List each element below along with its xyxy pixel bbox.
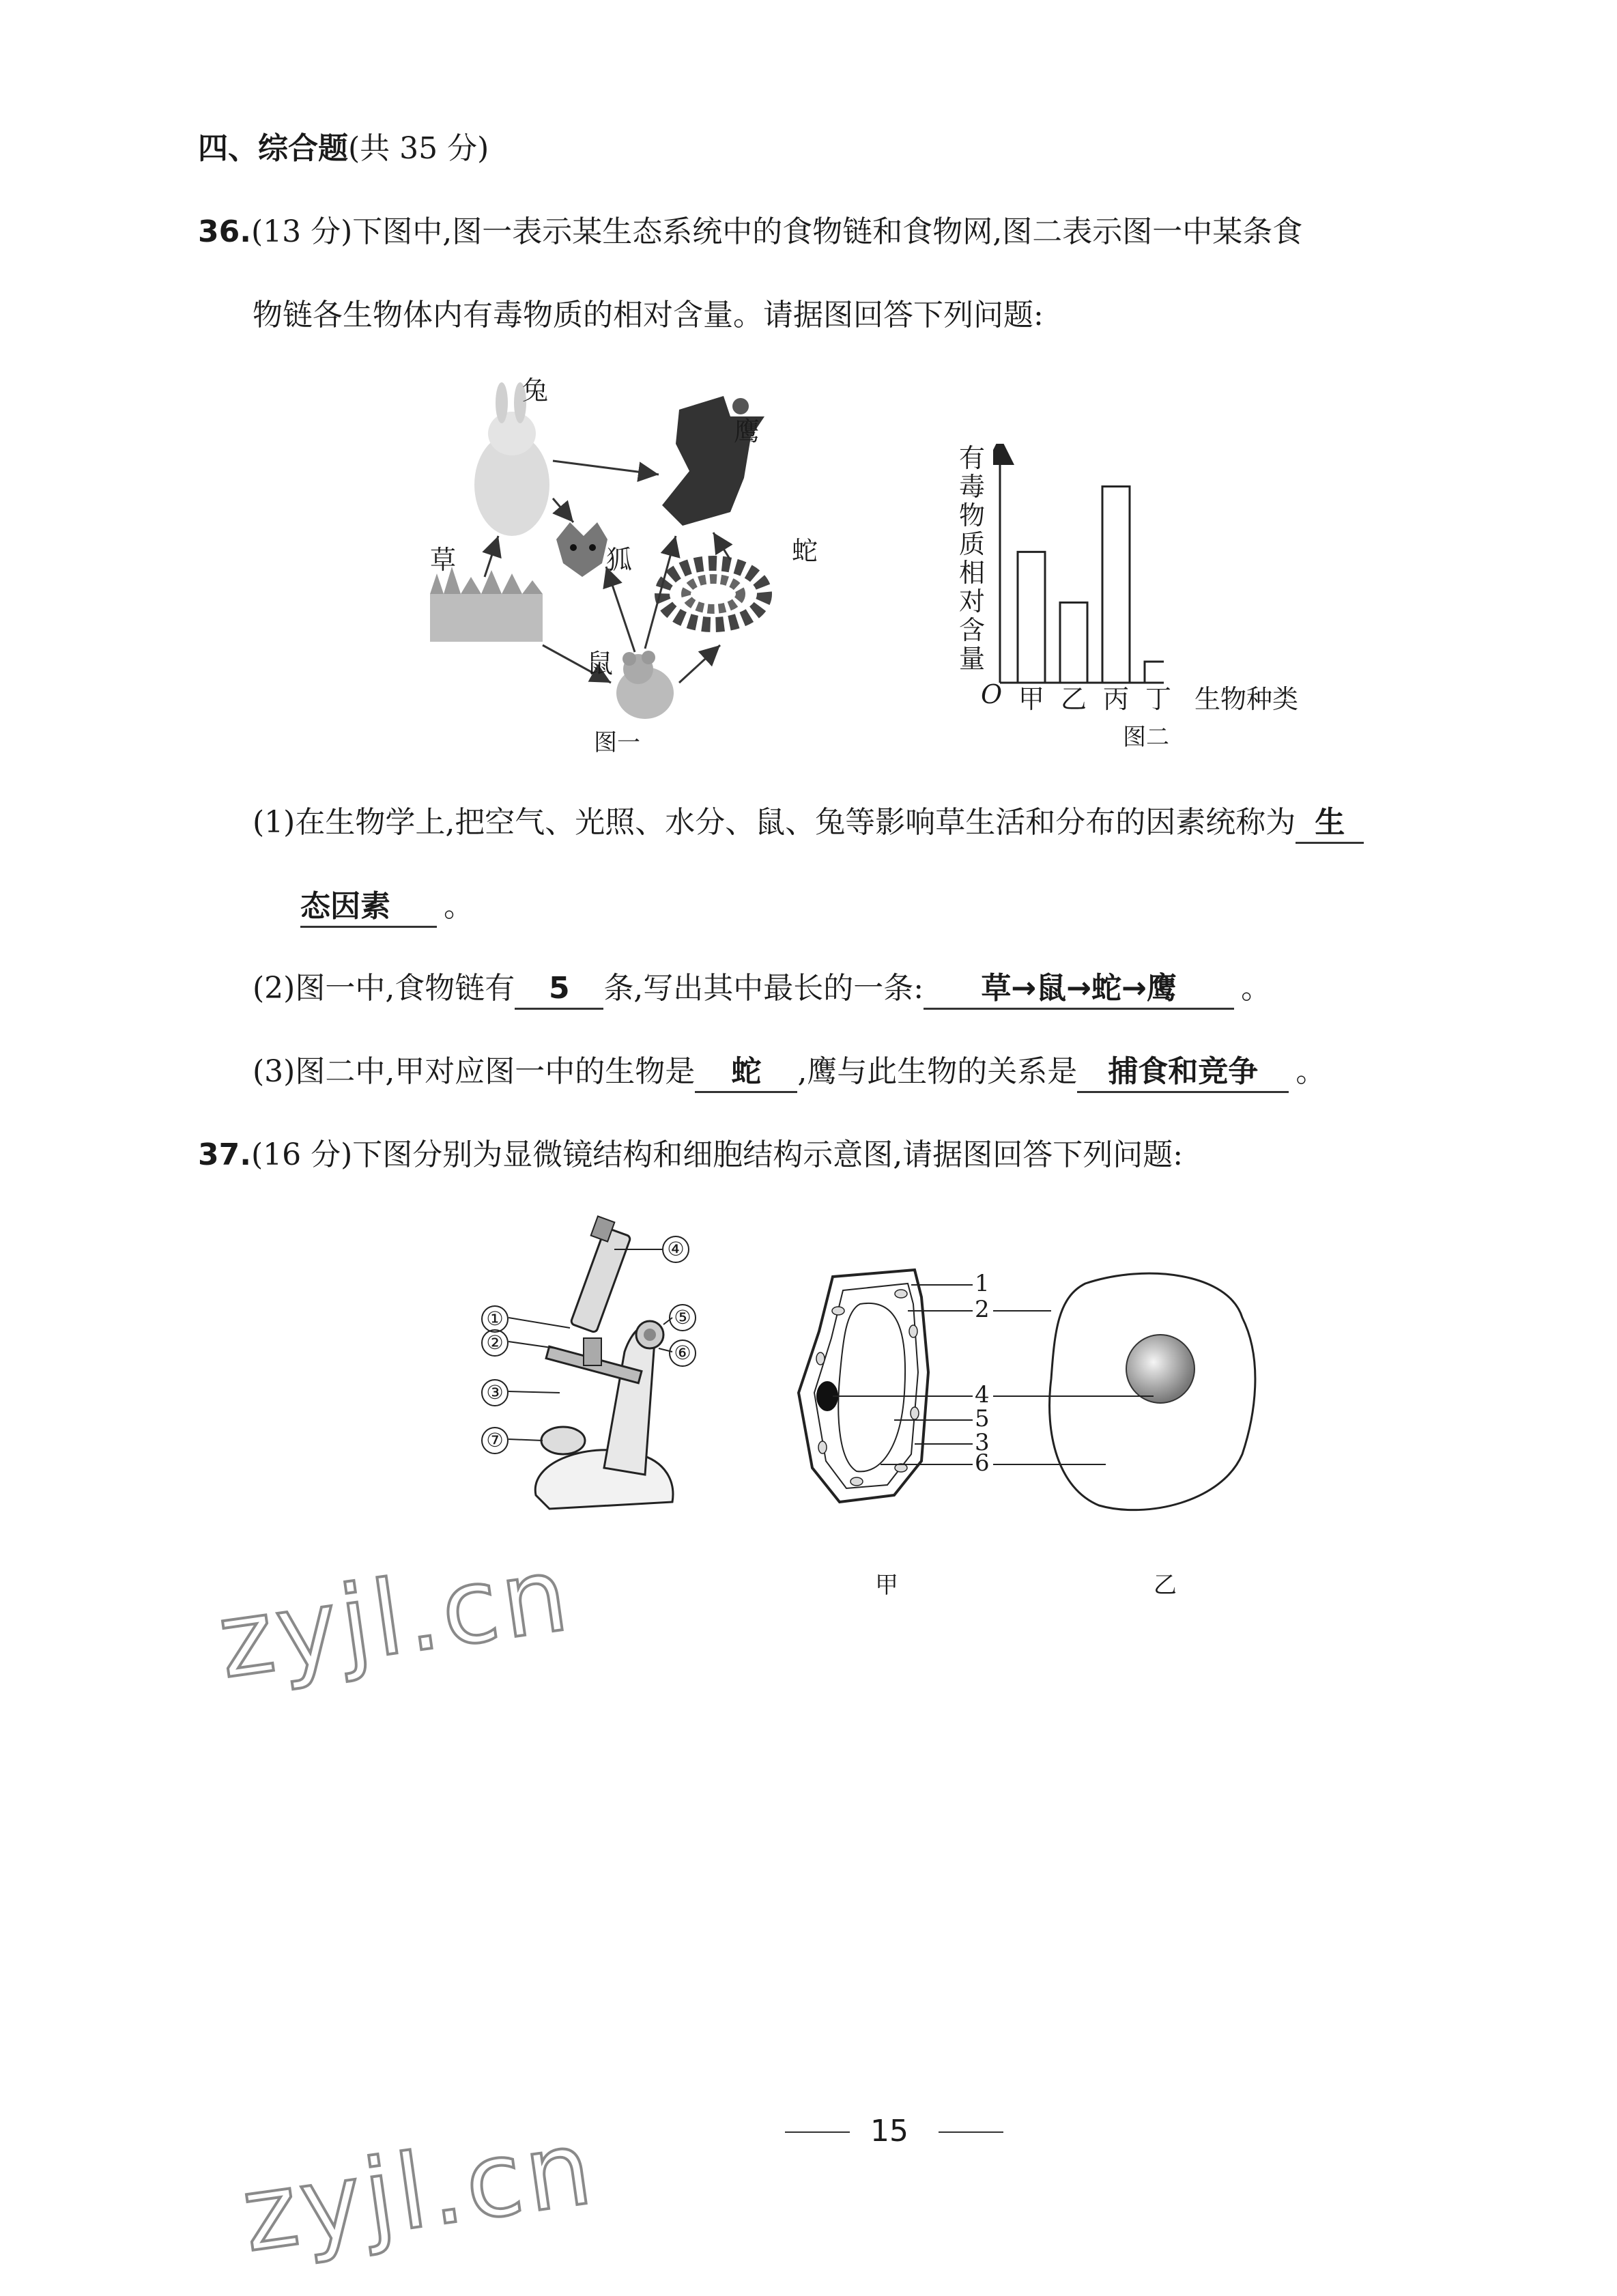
chart-origin: O	[981, 679, 1003, 709]
y-label-char: 物	[959, 500, 986, 530]
q36-sub3-answer-organism: 蛇	[695, 1053, 797, 1093]
x-tick-label: 甲	[1018, 684, 1045, 714]
watermark-upper: zyjl.cn	[212, 1534, 579, 1702]
arrow-mouse-eagle	[645, 536, 676, 649]
label-circle-6: ⑥	[669, 1340, 696, 1367]
arrow-snake-eagle	[713, 533, 730, 560]
fig1-caption: 图一	[594, 729, 640, 756]
chart-plot-area	[993, 444, 1164, 690]
fox-image	[556, 522, 607, 577]
q36-stem-line2: 物链各生物体内有毒物质的相对含量。请据图回答下列问题:	[253, 298, 1044, 332]
microscope-label-2	[481, 1329, 509, 1357]
label-circle-4: ④	[662, 1236, 689, 1263]
caption-yi: 乙	[1154, 1572, 1177, 1599]
label-circle-2: ②	[481, 1329, 509, 1357]
y-label-char: 量	[959, 644, 986, 674]
q36-sub1-end: 。	[444, 889, 474, 924]
chart-x-axis-label: 生物种类	[1194, 684, 1299, 714]
cell-diagram	[792, 1256, 1270, 1529]
y-label-char: 毒	[959, 472, 986, 502]
arrow-rabbit-eagle	[553, 461, 659, 474]
label-circle-1: ①	[481, 1305, 509, 1333]
q36-sub2-end: 。	[1241, 971, 1272, 1006]
microscope-label-3	[481, 1379, 509, 1406]
cell-label-5: 5	[975, 1405, 990, 1432]
q36-sub3-prefix: (3)图二中,甲对应图一中的生物是	[253, 1054, 696, 1089]
microscope-figure	[488, 1215, 693, 1522]
bar-3	[1102, 487, 1130, 683]
q36-sub1-answer-part2: 态因素	[300, 888, 437, 928]
microscope-label-7	[481, 1427, 509, 1454]
q36-sub3-end: 。	[1296, 1054, 1326, 1089]
label-fox: 狐	[606, 545, 633, 575]
y-label-char: 对	[959, 586, 986, 616]
q36-sub1-cont	[300, 886, 474, 928]
cell-figure	[792, 1256, 1270, 1529]
section-points: (共 35 分)	[348, 131, 489, 166]
y-label-char: 有	[959, 443, 986, 473]
page-footer	[785, 2111, 1003, 2152]
q36-sub3-mid: ,鹰与此生物的关系是	[797, 1054, 1078, 1089]
cell-label-1: 1	[975, 1270, 990, 1297]
bar-4	[1145, 662, 1164, 683]
q37-number: 37.	[198, 1137, 251, 1172]
footer-rule-left	[785, 2131, 850, 2133]
q36-sub2-answer-count: 5	[515, 969, 603, 1010]
y-label-char: 相	[959, 558, 986, 588]
arrow-rabbit-fox	[553, 498, 573, 522]
bar-2	[1060, 603, 1087, 683]
arrow-mouse-fox	[606, 567, 635, 652]
q36-sub1-answer-part1: 生	[1296, 804, 1364, 844]
q36-sub3-answer-relation: 捕食和竞争	[1077, 1053, 1289, 1093]
section-heading	[198, 128, 489, 169]
label-circle-7: ⑦	[481, 1427, 509, 1454]
microscope-label-5	[669, 1304, 696, 1331]
food-web-figure	[410, 369, 901, 765]
microscope-label-6	[669, 1340, 696, 1367]
x-tick-label: 乙	[1061, 684, 1087, 714]
chart-y-label	[959, 444, 986, 673]
label-eagle: 鹰	[734, 416, 760, 447]
y-label-char: 含	[959, 615, 986, 645]
x-tick-label: 丙	[1103, 684, 1130, 714]
food-web-diagram	[410, 369, 901, 765]
cell-label-4: 4	[975, 1381, 990, 1408]
section-title: 四、综合题	[198, 131, 348, 166]
mouse-image	[616, 651, 674, 719]
label-circle-5: ⑤	[669, 1304, 696, 1331]
cell-label-2: 2	[975, 1296, 990, 1323]
label-grass: 草	[430, 545, 457, 575]
q36-sub2-answer-chain: 草→鼠→蛇→鹰	[924, 969, 1234, 1010]
arrow-mouse-snake	[679, 645, 720, 683]
footer-rule-right	[939, 2131, 1003, 2133]
q36-stem-text1: (13 分)下图中,图一表示某生态系统中的食物链和食物网,图二表示图一中某条食	[251, 214, 1303, 249]
q36-number: 36.	[198, 214, 251, 249]
toxin-bar-chart	[952, 444, 1334, 765]
q37-stem-text: (16 分)下图分别为显微镜结构和细胞结构示意图,请据图回答下列问题:	[251, 1137, 1184, 1172]
x-tick-label: 丁	[1145, 684, 1172, 714]
microscope-label-1	[481, 1305, 509, 1333]
q36-sub2-prefix: (2)图一中,食物链有	[253, 971, 515, 1006]
y-label-char: 质	[959, 529, 986, 559]
grass-image	[430, 567, 543, 642]
label-mouse: 鼠	[587, 649, 614, 679]
cell-label-6: 6	[975, 1449, 990, 1477]
eagle-image	[662, 396, 764, 526]
microscope-label-4	[662, 1236, 689, 1263]
q37-stem	[198, 1135, 1183, 1176]
q36-sub2	[253, 968, 1271, 1010]
page-number: 15	[870, 2114, 908, 2149]
q36-sub1	[253, 802, 1364, 844]
snake-image	[662, 563, 764, 625]
q36-sub1-prefix: (1)在生物学上,把空气、光照、水分、鼠、兔等影响草生活和分布的因素统称为	[253, 805, 1296, 840]
label-snake: 蛇	[792, 536, 818, 566]
bar-1	[1018, 552, 1045, 683]
label-rabbit: 兔	[522, 375, 549, 406]
q36-sub2-mid: 条,写出其中最长的一条:	[603, 971, 924, 1006]
caption-jia: 甲	[875, 1572, 898, 1599]
q36-sub3	[253, 1051, 1326, 1093]
label-circle-3: ③	[481, 1379, 509, 1406]
fig2-caption: 图二	[1123, 724, 1169, 751]
watermark-lower: zyjl.cn	[235, 2108, 603, 2276]
q36-stem-line1	[198, 212, 1302, 253]
cell-label-3: 3	[975, 1429, 990, 1456]
